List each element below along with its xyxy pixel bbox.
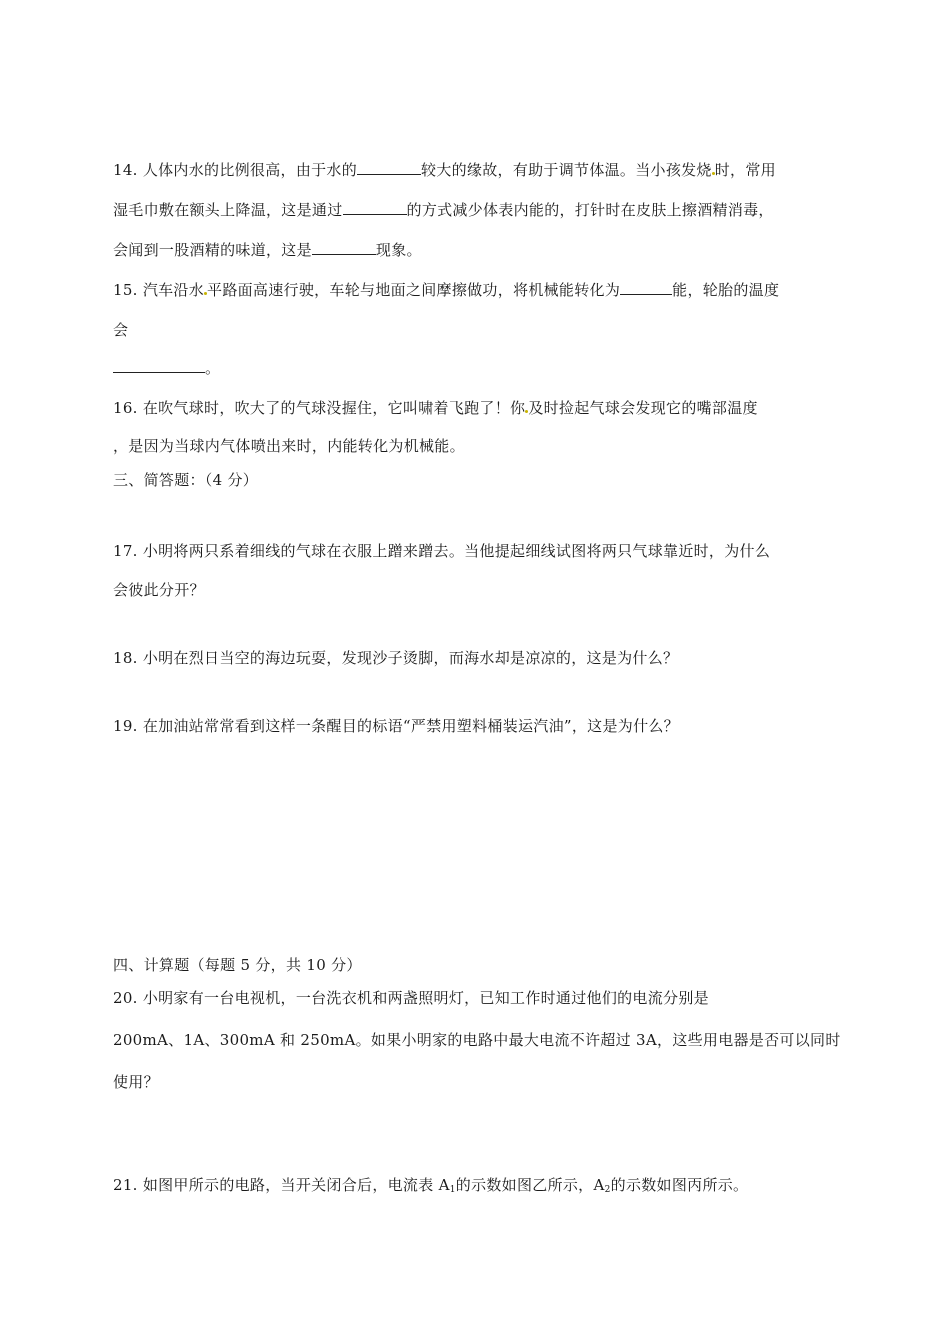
answer-blank[interactable] xyxy=(357,160,421,175)
q21-text: 21. 如图甲所示的电路，当开关闭合后，电流表 $A_1$的示数如图乙所示，$A_2$的示数如图丙所示。 xyxy=(113,1176,749,1195)
answer-blank[interactable] xyxy=(312,240,376,255)
q17-line-1: 17. 小明将两只系着细线的气球在衣服上蹭来蹭去。当他提起细线试图将两只气球靠近时，为什么 xyxy=(113,542,771,560)
q19-text: 19. 在加油站常常看到这样一条醒目的标语“严禁用塑料桶装运汽油”，这是为什么？ xyxy=(113,717,679,735)
q18-text: 18. 小明在烈日当空的海边玩耍，发现沙子烫脚，而海水却是凉凉的，这是为什么？ xyxy=(113,649,679,667)
q16-line-2: ，是因为当球内气体喷出来时，内能转化为机械能。 xyxy=(113,437,465,455)
q20-line-1: 20. 小明家有一台电视机，一台洗衣机和两盏照明灯，已知工作时通过他们的电流分别是 xyxy=(113,989,709,1007)
q14-line-1: 14. 人体内水的比例很高，由于水的 较大的缘故，有助于调节体温。当小孩发烧 时，常用 xyxy=(113,161,776,179)
q14-line-2: 湿毛巾敷在额头上降温，这是通过 的方式减少体表内能的，打针时在皮肤上擦酒精消毒， xyxy=(113,201,774,219)
answer-blank[interactable] xyxy=(620,280,672,295)
answer-blank[interactable] xyxy=(113,358,205,373)
q15-line-3: 。 xyxy=(113,358,220,378)
q15-line-1: 15. 汽车沿水 平路面高速行驶，车轮与地面之间摩擦做功，将机械能转化为 能，轮胎的温度 xyxy=(113,281,780,299)
q20-line-2: 200mA、1A、300mA 和 250mA。如果小明家的电路中最大电流不许超过 3A，这些用电器是否可以同时 xyxy=(113,1031,841,1049)
q14-line-3: 会闻到一股酒精的味道，这是 现象。 xyxy=(113,241,422,259)
section-4-heading: 四、计算题（每题 5 分，共 10 分） xyxy=(113,956,362,974)
q16-line-1: 16. 在吹气球时，吹大了的气球没握住，它叫啸着飞跑了！你 及时捡起气球会发现它的嘴部温度 xyxy=(113,399,758,417)
answer-blank[interactable] xyxy=(343,200,407,215)
q17-line-2: 会彼此分开？ xyxy=(113,581,205,599)
q15-line-2: 会 xyxy=(113,321,129,339)
section-3-heading: 三、简答题：（4 分） xyxy=(113,471,259,489)
q20-line-3: 使用？ xyxy=(113,1073,159,1091)
